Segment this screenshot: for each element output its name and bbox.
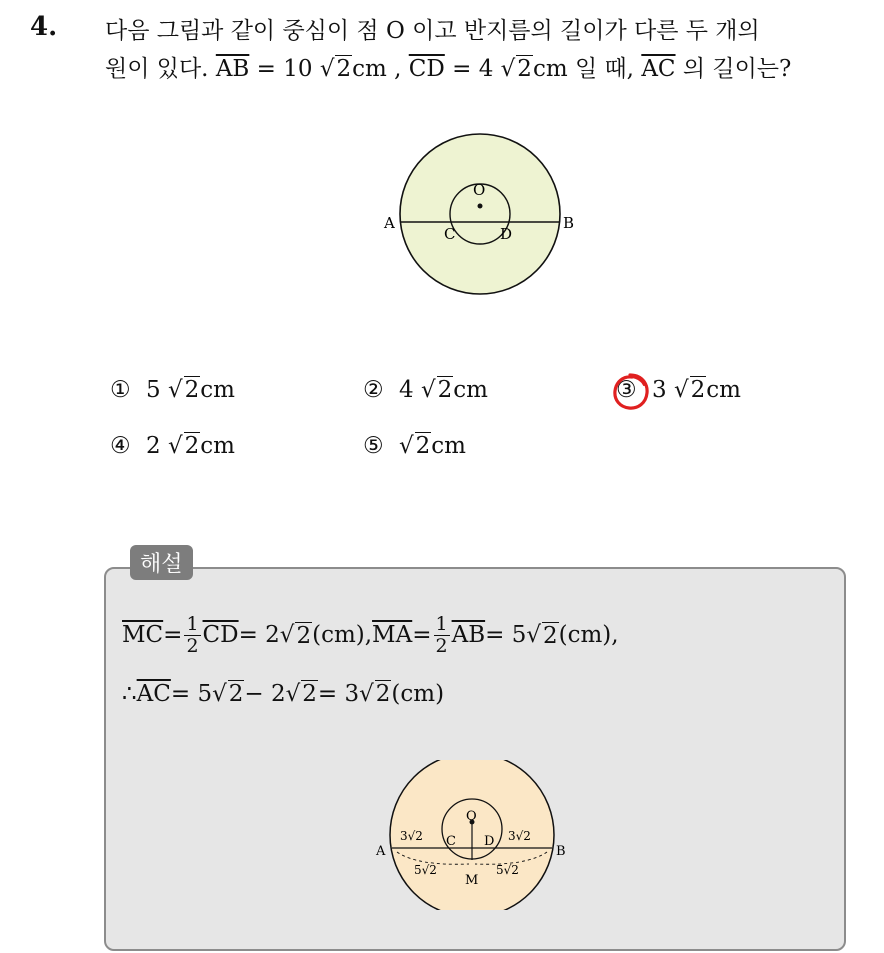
center-point (478, 204, 483, 209)
option-coef: 4 (399, 377, 421, 403)
segment-ma: $\overline{MA}$ (372, 622, 413, 649)
sqrt-arg: 2 (302, 681, 317, 707)
sqrt-arg: 2 (437, 377, 453, 403)
label-d: D (484, 834, 495, 849)
equals: = (163, 622, 183, 649)
sqrt-arg: 2 (184, 433, 200, 459)
selected-answer-circle-icon (608, 370, 652, 414)
cd-equals: = 4 (444, 56, 501, 82)
option-5[interactable]: ⑤ √2cm (363, 433, 466, 459)
solution-line-1: $\overline{MC}$ = $\frac{1}{2}$ $\overline{CD}$ = 2 √ 2 (cm), $\overline{MA}$ = $\frac{1}{2}$ $\overline{AB}$ = 5 √ 2 (cm), (122, 613, 619, 657)
label-d: D (500, 225, 513, 243)
therefore-symbol: ∴ (122, 680, 137, 707)
fraction-half: $\frac{1}{2}$ (435, 613, 448, 657)
option-mark: ② (363, 377, 384, 403)
option-unit: cm (706, 377, 741, 403)
value: = 3 (317, 680, 360, 707)
option-mark: ③ (616, 377, 637, 403)
option-1[interactable]: ① 5 √2cm (110, 377, 235, 403)
value: = 5 (170, 680, 213, 707)
segment-ac: $\overline{AC}$ (136, 680, 171, 707)
dim-label-ac: 3√2 (400, 829, 423, 843)
fraction-half: $\frac{1}{2}$ (186, 613, 199, 657)
label-b: B (556, 844, 566, 859)
label-b: B (563, 214, 575, 232)
label-c: C (444, 225, 456, 243)
option-mark: ④ (110, 433, 131, 459)
question-suffix: 의 길이는? (675, 56, 792, 82)
sqrt-arg: 2 (296, 622, 312, 649)
segment-mc: $\overline{MC}$ (122, 622, 164, 649)
solution-line-2: ∴ $\overline{AC}$ = 5 √ 2 − 2 √ 2 = 3 √ 2 (cm) (122, 680, 445, 707)
value: = 5 (485, 622, 527, 649)
segment-ab: $\overline{AB}$ (215, 56, 250, 82)
cd-unit: cm 일 때, (532, 56, 634, 82)
label-a: A (376, 844, 386, 859)
dim-label-db: 3√2 (508, 829, 531, 843)
segment-cd: $\overline{CD}$ (202, 622, 239, 649)
sqrt-arg: 2 (517, 56, 532, 82)
option-mark: ① (110, 377, 131, 403)
label-o: O (466, 809, 477, 824)
sqrt-arg: 2 (415, 433, 431, 459)
label-a: A (384, 214, 395, 232)
sqrt-arg: 2 (336, 56, 352, 82)
segment-cd: $\overline{CD}$ (408, 56, 445, 82)
option-4[interactable]: ④ 2 √2cm (110, 433, 235, 459)
segment-ab: $\overline{AB}$ (451, 622, 486, 649)
question-number: 4. (30, 12, 58, 42)
unit: (cm), (558, 622, 619, 649)
option-3[interactable]: ③ 3 √2cm (616, 377, 741, 403)
dim-label-mb: 5√2 (496, 863, 519, 877)
value: − 2 (244, 680, 286, 707)
dim-label-am: 5√2 (414, 863, 437, 877)
solution-tag: 해설 (130, 545, 193, 580)
option-unit: cm (453, 377, 488, 403)
option-unit: cm (200, 433, 235, 459)
unit: (cm) (391, 680, 445, 707)
value: = 2 (238, 622, 280, 649)
label-c: C (446, 834, 456, 849)
question-prefix: 원이 있다. (105, 56, 209, 82)
ab-unit: cm , (352, 56, 402, 82)
sqrt-arg: 2 (690, 377, 706, 403)
sqrt-arg: 2 (542, 622, 558, 649)
option-unit: cm (431, 433, 466, 459)
question-text-line2: 원이 있다. $\overline{AB} = 10$ √2cm , $\overline{CD} = 4$ √2cm 일 때, $\overline{AC}$ 의 길이는? (105, 56, 792, 82)
figure-solution-circles (372, 760, 582, 910)
sqrt-arg: 2 (375, 681, 391, 707)
unit: (cm), (312, 622, 373, 649)
option-mark: ⑤ (363, 433, 384, 459)
option-2[interactable]: ② 4 √2cm (363, 377, 488, 403)
option-coef: 2 (146, 433, 168, 459)
figure-concentric-circles (380, 128, 580, 308)
segment-ac: $\overline{AC}$ (641, 56, 676, 82)
question-text-line1: 다음 그림과 같이 중심이 점 O 이고 반지름의 길이가 다른 두 개의 (105, 18, 760, 44)
option-coef: 3 (652, 377, 674, 403)
equals: = (412, 622, 432, 649)
option-coef: 5 (146, 377, 168, 403)
label-m: M (465, 873, 479, 888)
label-o: O (473, 181, 486, 199)
sqrt-arg: 2 (184, 377, 200, 403)
outer-circle (400, 134, 560, 294)
sqrt-arg: 2 (228, 681, 244, 707)
ab-equals: = 10 (249, 56, 320, 82)
option-unit: cm (200, 377, 235, 403)
